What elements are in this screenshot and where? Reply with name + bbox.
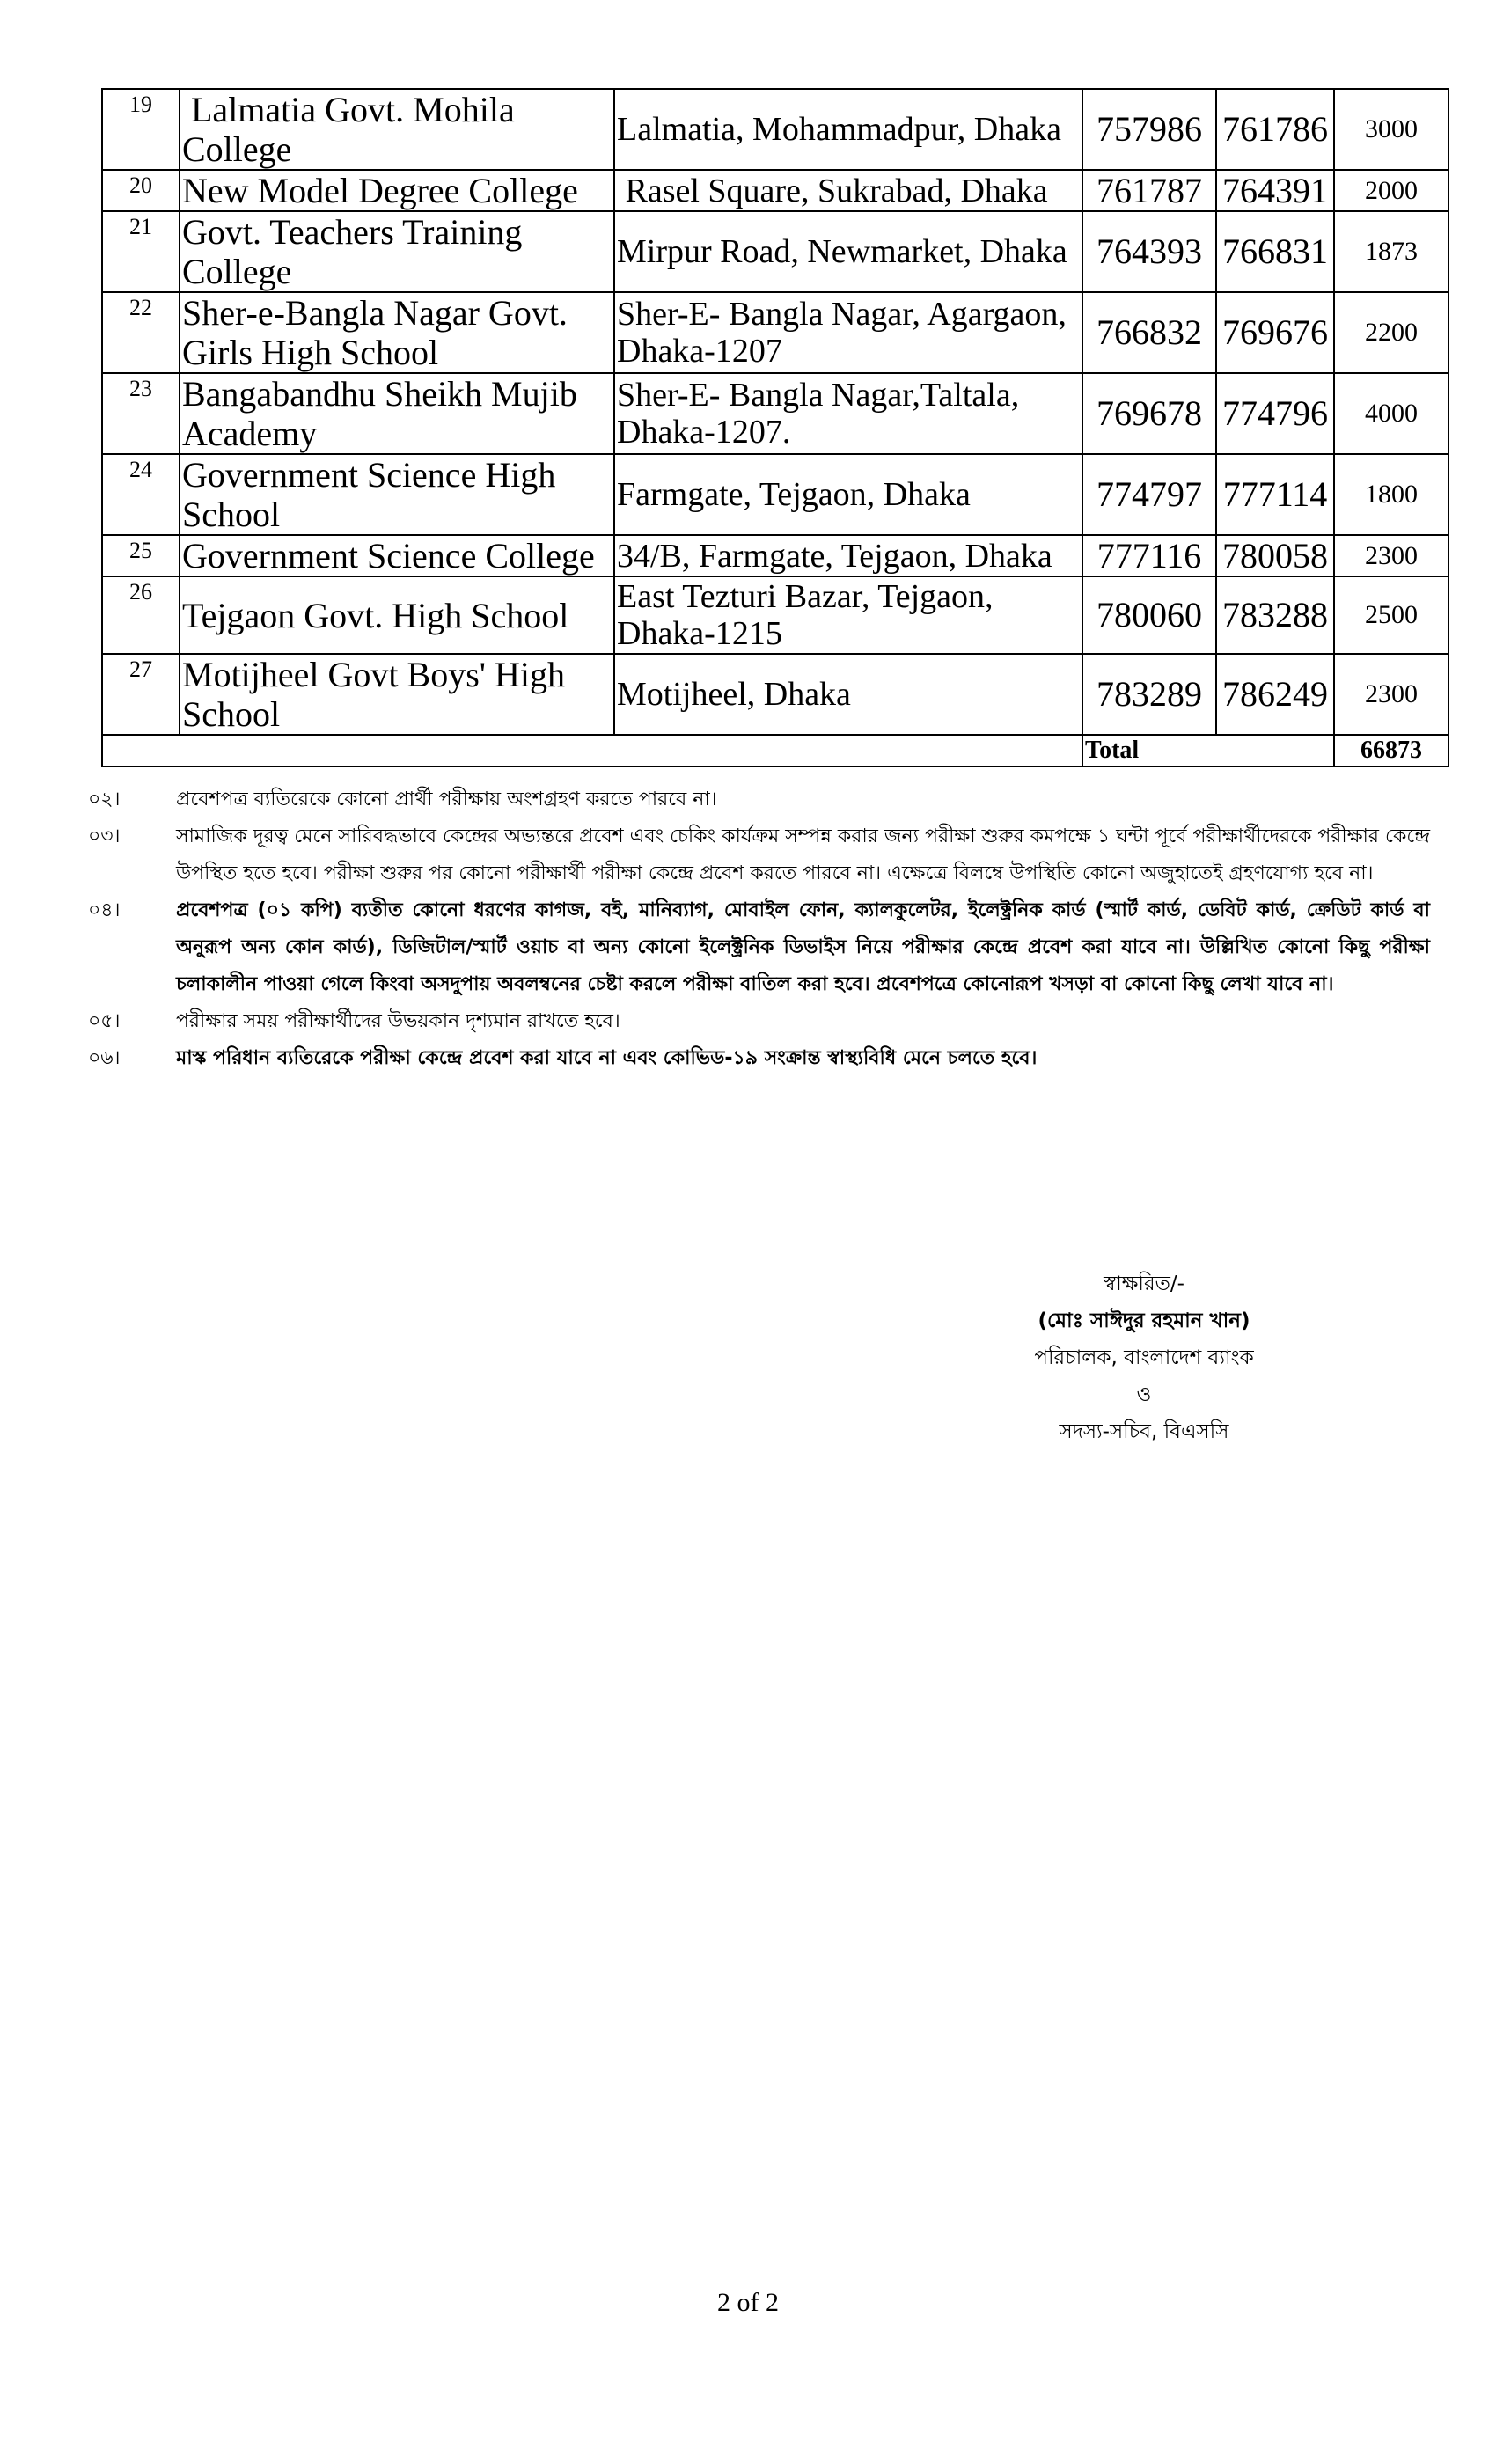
roll-to-cell: 777114 xyxy=(1216,454,1334,535)
instruction-item xyxy=(88,818,1430,892)
roll-from-cell: 777116 xyxy=(1082,535,1216,576)
roll-to-cell: 780058 xyxy=(1216,535,1334,576)
instruction-item xyxy=(88,892,1430,1003)
roll-to-cell: 774796 xyxy=(1216,373,1334,454)
instruction-item xyxy=(88,781,1430,818)
venue-name-cell: Tejgaon Govt. High School xyxy=(180,576,614,654)
signatory-designation-secondary: সদস্য-সচিব, বিএসসি xyxy=(1059,1420,1229,1443)
roll-to-cell: 769676 xyxy=(1216,292,1334,373)
instruction-number: ০৩। xyxy=(88,825,121,847)
roll-from-cell: 780060 xyxy=(1082,576,1216,654)
roll-to-cell: 783288 xyxy=(1216,576,1334,654)
instruction-number: ০৫। xyxy=(88,1010,121,1032)
seat-count-cell: 2000 xyxy=(1334,170,1448,211)
instruction-item xyxy=(88,1003,1430,1040)
total-blank-cell xyxy=(102,735,1082,766)
serial-cell: 26 xyxy=(102,576,180,654)
seat-count-cell: 2300 xyxy=(1334,535,1448,576)
signed-label: স্বাক্ষরিত/- xyxy=(1104,1272,1184,1295)
venue-address-cell: 34/B, Farmgate, Tejgaon, Dhaka xyxy=(614,535,1082,576)
roll-from-cell: 769678 xyxy=(1082,373,1216,454)
roll-from-cell: 766832 xyxy=(1082,292,1216,373)
signatory-conjunction: ও xyxy=(1136,1383,1152,1406)
instruction-number: ০৪। xyxy=(88,899,121,921)
table-row xyxy=(102,535,1448,576)
total-label: Total xyxy=(1082,735,1334,766)
signatory-designation: পরিচালক, বাংলাদেশ ব্যাংক xyxy=(1034,1346,1254,1369)
serial-cell: 25 xyxy=(102,535,180,576)
venue-name-cell: Government Science High School xyxy=(180,454,614,535)
venue-name-cell: Motijheel Govt Boys' High School xyxy=(180,654,614,735)
roll-from-cell: 757986 xyxy=(1082,89,1216,170)
table-row xyxy=(102,170,1448,211)
venue-table xyxy=(101,88,1449,767)
seat-count-cell: 2500 xyxy=(1334,576,1448,654)
venue-name-cell: Sher-e-Bangla Nagar Govt. Girls High School xyxy=(180,292,614,373)
seat-count-cell: 2200 xyxy=(1334,292,1448,373)
table-row xyxy=(102,654,1448,735)
roll-to-cell: 786249 xyxy=(1216,654,1334,735)
roll-to-cell: 761786 xyxy=(1216,89,1334,170)
instruction-text: প্রবেশপত্র ব্যতিরেকে কোনো প্রার্থী পরীক্ষায় অংশগ্রহণ করতে পারবে না। xyxy=(176,788,717,810)
total-value: 66873 xyxy=(1334,735,1448,766)
table-row xyxy=(102,211,1448,292)
venue-name-cell: Government Science College xyxy=(180,535,614,576)
roll-to-cell: 766831 xyxy=(1216,211,1334,292)
roll-from-cell: 764393 xyxy=(1082,211,1216,292)
seat-count-cell: 1873 xyxy=(1334,211,1448,292)
instructions-list xyxy=(88,781,1430,1077)
roll-from-cell: 774797 xyxy=(1082,454,1216,535)
instruction-text: মাস্ক পরিধান ব্যতিরেকে পরীক্ষা কেন্দ্রে প্রবেশ করা যাবে না এবং কোভিড-১৯ সংক্রান্ত স্বাস্থ্যবিধি মেনে চলতে হবে। xyxy=(176,1047,1038,1069)
seat-count-cell: 3000 xyxy=(1334,89,1448,170)
venue-address-cell: Mirpur Road, Newmarket, Dhaka xyxy=(614,211,1082,292)
venue-address-cell: Farmgate, Tejgaon, Dhaka xyxy=(614,454,1082,535)
serial-cell: 20 xyxy=(102,170,180,211)
seat-count-cell: 1800 xyxy=(1334,454,1448,535)
serial-cell: 27 xyxy=(102,654,180,735)
table-row xyxy=(102,292,1448,373)
serial-cell: 24 xyxy=(102,454,180,535)
venue-address-cell: Rasel Square, Sukrabad, Dhaka xyxy=(614,170,1082,211)
instruction-item xyxy=(88,1040,1430,1077)
roll-to-cell: 764391 xyxy=(1216,170,1334,211)
instruction-text: প্রবেশপত্র (০১ কপি) ব্যতীত কোনো ধরণের কাগজ, বই, মানিব্যাগ, মোবাইল ফোন, ক্যালকুলেটর, ইলেক্ট্রনিক কার্ড (স্মার্ট কার্ড, ডেবিট কার্ড, ক্রেডিট কার্ড বা অনুরূপ অন্য কোন কার্ড), ডিজিটাল/স্মার্ট ওয়াচ বা অন্য কোনো ইলেক্ট্রনিক ডিভাইস নিয়ে পরীক্ষার কেন্দ্রে প্রবেশ করা যাবে না। উল্লিখিত কোনো কিছু পরীক্ষা চলাকালীন পাওয়া গেলে কিংবা অসদুপায় অবলম্বনের চেষ্টা করলে পরীক্ষা বাতিল করা হবে। প্রবেশপত্রে কোনোরূপ খসড়া বা কোনো কিছু লেখা যাবে না। xyxy=(176,899,1431,995)
signatory-name: (মোঃ সাঈদুর রহমান খান) xyxy=(1038,1309,1250,1332)
instruction-text: সামাজিক দূরত্ব মেনে সারিবদ্ধভাবে কেন্দ্রের অভ্যন্তরে প্রবেশ এবং চেকিং কার্যক্রম সম্পন্ন করার জন্য পরীক্ষা শুরুর কমপক্ষে ১ ঘন্টা পূর্বে পরীক্ষার্থীদেরকে পরীক্ষার কেন্দ্রে উপস্থিত হতে হবে। পরীক্ষা শুরুর পর কোনো পরীক্ষার্থী পরীক্ষা কেন্দ্রে প্রবেশ করতে পারবে না। এক্ষেত্রে বিলম্বে উপস্থিতি কোনো অজুহাতেই গ্রহণযোগ্য হবে না। xyxy=(176,825,1430,884)
venue-address-cell: Motijheel, Dhaka xyxy=(614,654,1082,735)
venue-address-cell: East Tezturi Bazar, Tejgaon, Dhaka-1215 xyxy=(614,576,1082,654)
instruction-number: ০২। xyxy=(88,788,121,810)
seat-count-cell: 2300 xyxy=(1334,654,1448,735)
table-row xyxy=(102,373,1448,454)
venue-name-cell: New Model Degree College xyxy=(180,170,614,211)
venue-address-cell: Lalmatia, Mohammadpur, Dhaka xyxy=(614,89,1082,170)
serial-cell: 22 xyxy=(102,292,180,373)
venue-address-cell: Sher-E- Bangla Nagar,Taltala, Dhaka-1207. xyxy=(614,373,1082,454)
table-row xyxy=(102,454,1448,535)
roll-from-cell: 783289 xyxy=(1082,654,1216,735)
venue-table-body xyxy=(102,89,1448,766)
table-total-row xyxy=(102,735,1448,766)
instruction-text: পরীক্ষার সময় পরীক্ষার্থীদের উভয়কান দৃশ্যমান রাখতে হবে। xyxy=(176,1010,620,1032)
roll-from-cell: 761787 xyxy=(1082,170,1216,211)
serial-cell: 21 xyxy=(102,211,180,292)
serial-cell: 23 xyxy=(102,373,180,454)
signature-block xyxy=(880,1265,1408,1450)
venue-name-cell: Govt. Teachers Training College xyxy=(180,211,614,292)
table-row xyxy=(102,576,1448,654)
venue-name-cell: Bangabandhu Sheikh Mujib Academy xyxy=(180,373,614,454)
instruction-number: ০৬। xyxy=(88,1047,121,1069)
venue-address-cell: Sher-E- Bangla Nagar, Agargaon, Dhaka-1207 xyxy=(614,292,1082,373)
venue-name-cell: Lalmatia Govt. Mohila College xyxy=(180,89,614,170)
table-row xyxy=(102,89,1448,170)
seat-count-cell: 4000 xyxy=(1334,373,1448,454)
page-number: 2 of 2 xyxy=(717,2288,779,2317)
serial-cell: 19 xyxy=(102,89,180,170)
